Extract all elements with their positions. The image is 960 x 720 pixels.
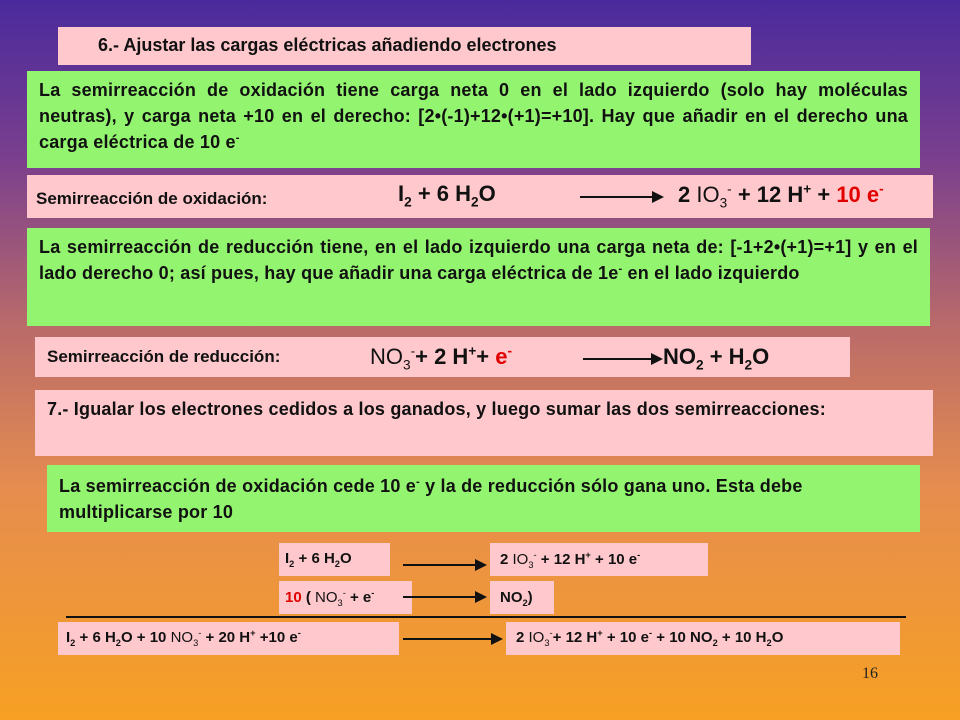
reduction-paragraph: La semirreacción de reducción tiene, en el lado izquierdo una carga neta de: [-1+2•(+1)=+1] y en el lado derecho 0; así pues, hay que añadir una carga eléctrica de 1e- en el lado izquierdo xyxy=(27,228,930,326)
reduction-reactants: $NO_3^-+ 2$ H++ e- xyxy=(370,343,513,373)
sum-reduction-products: $NO_2$) xyxy=(490,581,554,614)
sum-oxidation-products: 2 $IO_3^- + 12$ H+ + 10 e- xyxy=(490,543,708,576)
oxidation-reactants: $I_2 + 6$ $H_2O$ xyxy=(398,181,496,210)
sum-arrow-2 xyxy=(403,596,485,598)
step7-paragraph: La semirreacción de oxidación cede 10 e- y la de reducción sólo gana uno. Esta debe multiplicarse por 10 xyxy=(47,465,920,532)
oxidation-products: 2 $IO_3^- + 12$ H+ + 10 e- xyxy=(678,181,884,211)
sum-arrow-1 xyxy=(403,564,485,566)
reduction-half-reaction xyxy=(35,337,850,377)
step6-title: 6.- Ajustar las cargas eléctricas añadiendo electrones xyxy=(58,27,751,65)
oxidation-paragraph: La semirreacción de oxidación tiene carga neta 0 en el lado izquierdo (solo hay moléculas neutras), y carga neta +10 en el derecho: [2•(-1)+12•(+1)=+10]. Hay que añadir en el derecho una carga eléctrica de 10 e- xyxy=(27,71,920,168)
sum-oxidation-reactants: $I_2 + 6$ $H_2O$ xyxy=(279,543,390,576)
oxidation-half-reaction xyxy=(27,175,933,218)
step7-title: 7.- Igualar los electrones cedidos a los ganados, y luego sumar las dos semirreacciones: xyxy=(35,390,933,456)
sum-reduction-reactants: 10 ( $NO_3^- + e^-$ xyxy=(279,581,412,614)
oxidation-arrow xyxy=(580,196,662,198)
reduction-products: $NO_2 + H_2O$ xyxy=(663,344,770,373)
reduction-arrow xyxy=(583,358,661,360)
oxidation-label: Semirreacción de oxidación: xyxy=(36,189,268,208)
reduction-label: Semirreacción de reducción: xyxy=(47,347,281,366)
overall-products: 2 $IO_3^-+ 12$ H+ + 10 e- + 10 $NO_2 + 10$ $H_2O$ xyxy=(506,622,900,655)
overall-reactants: $I_2 + 6$ $H_2O + 10$ $NO_3^- + 20$ H+ +10 e- xyxy=(58,622,399,655)
page-number: 16 xyxy=(862,665,878,682)
sum-divider xyxy=(66,616,906,618)
overall-arrow xyxy=(403,638,501,640)
